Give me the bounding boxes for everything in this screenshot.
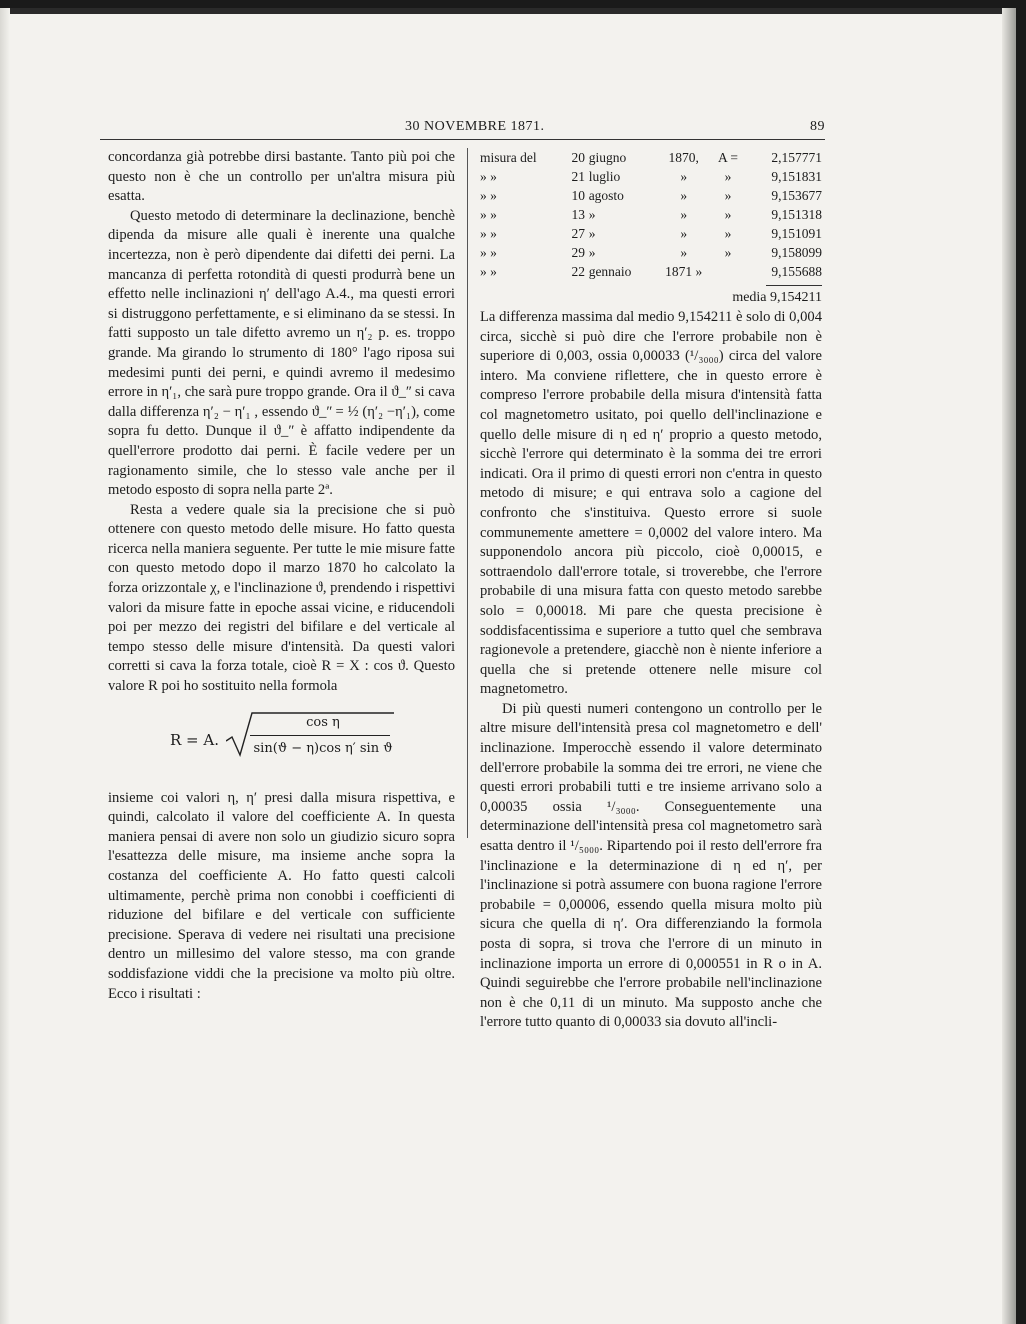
formula-denominator: sin(ϑ − η)cos η′ sin ϑ	[253, 740, 393, 756]
header-rule	[100, 139, 825, 140]
cell-month: luglio	[588, 169, 621, 184]
cell-year: »	[680, 207, 688, 222]
cell-day: 22	[571, 264, 585, 279]
cell-equals: »	[724, 188, 732, 203]
cell-day: 13	[571, 207, 585, 222]
cell-month: »	[588, 207, 596, 222]
cell-equals: »	[724, 226, 732, 241]
cell-day: 21	[571, 169, 585, 184]
left-paragraph-1: concordanza già potrebbe dirsi bastante. Tanto più poi che questo non è che un controllo per un'altra misura più esatta.	[108, 149, 455, 205]
cell-month: giugno	[588, 150, 627, 165]
formula-block	[108, 707, 455, 777]
cell-value: 9,151831	[771, 169, 822, 184]
cell-year: »	[680, 169, 688, 184]
measurement-row	[480, 262, 822, 281]
right-paragraph-1: La differenza massima dal medio 9,154211 è solo di 0,004 circa, sicchè si può dire che l'errore probabile non è superiore di 0,003, ossia 0,00033 (¹/₃₀₀₀) circa del valore intero. Ma conviene riflettere, che in questo errore è compreso l'errore probabile della misura d'intensità fatta col magnetometro usitato, poi quello dell'inclinazione e quello delle misure di η ed η′ proprio a questo metodo, sicchè l'errore qui determinato è la somma dei tre errori indicati. Ora il primo di questi errori non c'entra in questo metodo di misure; e qui entrava solo a cagione del confronto che s'instituiva. Questo errore si suole communemente amettere = 0,0002 del valore intero. Ma supponendolo ancora più piccolo, cioè 0,00015, e sottraendolo dall'errore totale, si troverebbe, che l'errore probabile di una misura fatta con questo metodo sarebbe solo = 0,00018. Mi pare che questa precisione è soddisfacentissima e superiore a tutto quel che sembrava ragionevole a pretendere, giacchè non è niente inferiore a quella che si pretende ottenere nelle misure col magnetometro.	[480, 309, 822, 698]
right-column	[480, 148, 822, 1033]
cell-equals: »	[724, 169, 732, 184]
cell-label: » »	[480, 264, 497, 279]
cell-label: » »	[480, 207, 497, 222]
measurement-row	[480, 205, 822, 224]
cell-equals: »	[724, 207, 732, 222]
cell-year: »	[680, 188, 688, 203]
cell-year: 1871 »	[665, 264, 703, 279]
measurement-row	[480, 243, 822, 262]
measurement-row	[480, 148, 822, 167]
cell-value: 2,157771	[771, 150, 822, 165]
cell-label: misura del	[480, 150, 537, 165]
cell-value: 9,151318	[771, 207, 822, 222]
cell-month: »	[588, 226, 596, 241]
cell-label: » »	[480, 226, 497, 241]
column-divider	[467, 148, 468, 838]
measurement-row	[480, 224, 822, 243]
left-paragraph-3: Resta a vedere quale sia la precisione che si può ottenere con questo metodo delle misure. Ho fatto questa ricerca nella maniera seguente. Per tutte le mie misure fatte con questo metodo dopo il marzo 1870 ho calcolato la forza orizzontale χ, e l'inclinazione ϑ, prendendo i rispettivi valori da misure fatte in epoche assai vicine, e riducendoli poi per mezzo dei registri del bifilare e del verticale al tempo stesso delle misure d'intensità. Da questi valori corretti si cava la forza totale, cioè R = X : cos ϑ. Questo valore R poi ho sostituito nella formola	[108, 501, 455, 695]
book-page	[0, 8, 1016, 1324]
fraction-bar	[250, 735, 390, 736]
cell-month: agosto	[588, 188, 624, 203]
cell-day: 20	[571, 150, 585, 165]
sum-rule	[766, 285, 822, 286]
formula-lhs: R = A.	[170, 730, 219, 749]
cell-month: gennaio	[588, 264, 632, 279]
cell-value: 9,151091	[771, 226, 822, 241]
running-title: 30 NOVEMBRE 1871.	[405, 119, 545, 134]
cell-value: 9,155688	[771, 264, 822, 279]
cell-equals: »	[724, 245, 732, 260]
measurement-row	[480, 186, 822, 205]
cell-label: » »	[480, 188, 497, 203]
cell-value: 9,158099	[771, 245, 822, 260]
cell-value: 9,153677	[771, 188, 822, 203]
left-paragraph-2: Questo metodo di determinare la declinazione, benchè dipenda da misure alle quali è inerente una qualche incertezza, non è però dipendente dai difetti dei perni. La mancanza di perfetta rotondità di questi produrrà bene un effetto nelle inclinazioni η′ dell'ago A.4., ma questi errori si distruggono perfettamente, e si eliminano da se stessi. In fatti supposto un tale difetto avremo un η′₂ p. es. troppo grande. Ma girando lo strumento di 180° l'ago riposa sui medesimi punti dei perni, e quindi avremo il medesimo errore in η′₁, che sarà pure troppo grande. Ora il ϑ_ʺ si cava dalla differenza η′₂ − η′₁ , essendo ϑ_ʺ = ½ (η′₂ −η′₁), come sopra fu detto. Dunque il ϑ_ʺ è affatto indipendente da quell'errore prodotto dai perni. È facile vedere per un ragionamento simile, che lo stesso vale anche per il metodo esposto di sopra nella parte 2ª.	[108, 207, 455, 499]
left-column	[108, 148, 455, 1004]
page-top-edge	[0, 8, 1016, 14]
running-header	[100, 119, 825, 139]
cell-year: »	[680, 226, 688, 241]
measurement-row	[480, 167, 822, 186]
cell-label: » »	[480, 169, 497, 184]
cell-day: 27	[571, 226, 585, 241]
page-gutter	[0, 8, 10, 1324]
cell-day: 10	[571, 188, 585, 203]
cell-equals	[713, 262, 744, 281]
measurements-table	[480, 148, 822, 281]
page-right-edge	[1002, 8, 1016, 1324]
cell-month: »	[588, 245, 596, 260]
left-paragraph-4: insieme coi valori η, η′ presi dalla misura rispettiva, e quindi, calcolato il valore del coefficiente A. In questa maniera pensai di avere non solo un giudizio sicuro sopra l'esattezza delle misure, ma insieme anche sopra la costanza del coefficiente A. Ho fatto questi calcoli ultimamente, perchè prima non conobbi i coefficienti di riduzione del bifilare e del verticale con sufficiente precisione. Sperava di vedere nei risultati una precisione dentro un millesimo del valore stesso, ma con grande soddisfazione viddi che la precisione va molto più oltre. Ecco i risultati :	[108, 789, 455, 1002]
cell-day: 29	[571, 245, 585, 260]
mean-value: media 9,154211	[732, 290, 822, 305]
cell-year: 1870,	[668, 150, 699, 165]
cell-year: »	[680, 245, 688, 260]
formula-numerator: cos η	[306, 714, 340, 730]
right-paragraph-2: Di più questi numeri contengono un controllo per le altre misure dell'intensità presa col magnetometro e dell' inclinazione. Imperocchè essendo il valore determinato dell'errore probabile la somma dei tre errori, ne viene che questi errori probabili tutti e tre insieme arrivano solo a 0,00035 ossia ¹/₃₀₀₀. Conseguentemente una determinazione dell'intensità presa col magnetometro sarà esatta dentro il ¹/₅₀₀₀. Ripartendo poi il resto dell'errore fra l'inclinazione e la determinazione di η ed η′, per l'inclinazione si potrà assumere con buona ragione l'errore probabile = 0,00006, essendo quella misura molto più sicura che quella di η′. Ora differenziando la formola posta di sopra, si trova che l'errore di un minuto in inclinazione importa un errore di 0,000551 in R o in A. Quindi seguirebbe che l'errore probabile nell'inclinazione non è che 0,11 di un minuto. Ma supposto anche che l'errore tutto quanto di 0,00033 sia dovuto all'incli-	[480, 700, 822, 1031]
cell-equals: A =	[718, 150, 738, 165]
cell-label: » »	[480, 245, 497, 260]
page-number: 89	[810, 119, 825, 134]
